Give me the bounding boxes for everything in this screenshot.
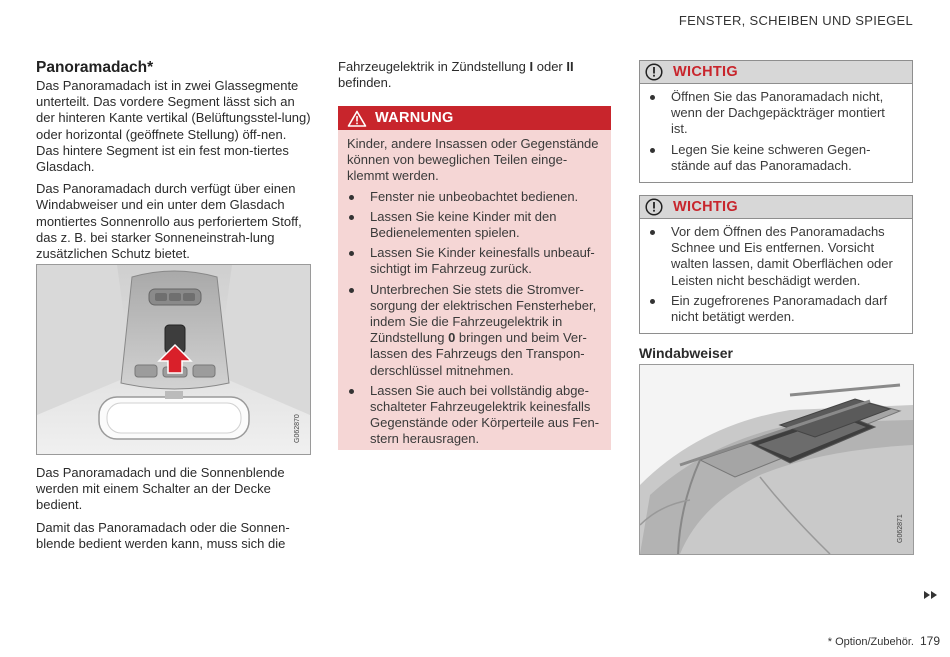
paragraph-ignition-continued	[338, 59, 611, 91]
car-roof-drawing	[640, 365, 913, 554]
footer-note: * Option/Zubehör.	[827, 636, 914, 648]
car-roof-illustration	[639, 364, 914, 555]
heading-windabweiser: Windabweiser	[639, 345, 734, 361]
warning-body	[338, 130, 611, 448]
important-item: Legen Sie keine schweren Gegen-stände auf das Panoramadach.	[648, 142, 902, 174]
continue-arrows	[923, 587, 939, 605]
ignition-text-c: oder	[533, 59, 567, 74]
ignition-text-e: befinden.	[338, 75, 392, 91]
column-2	[338, 59, 611, 91]
ignition-position-ii: II	[566, 59, 574, 74]
warning-header	[338, 106, 611, 130]
important-body-2	[640, 219, 912, 333]
page-number: 179	[919, 634, 940, 648]
warning-item: Lassen Sie Kinder keinesfalls unbeauf-sichtigt im Fahrzeug zurück.	[347, 245, 601, 277]
ignition-text-a: Fahrzeugelektrik in Zündstellung	[338, 59, 530, 74]
heading-panoramadach: Panoramadach*	[36, 59, 154, 76]
warning-title: WARNUNG	[375, 110, 454, 126]
warning-item: Fenster nie unbeobachtet bedienen.	[347, 189, 601, 205]
important-list-2	[648, 224, 902, 325]
image-code: G062871	[897, 514, 904, 543]
section-title: FENSTER, SCHEIBEN UND SPIEGEL	[678, 13, 913, 28]
column-1-bottom	[36, 465, 311, 552]
column-1	[36, 59, 311, 262]
ignition-position-i: I	[529, 59, 534, 74]
warning-box	[338, 106, 611, 450]
warning-item: Lassen Sie auch bei vollständig abge-schalteter Fahrzeugelektrik keinesfalls Gegenstände oder Körperteile aus Fen-stern herausragen.	[347, 383, 601, 448]
important-item: Vor dem Öffnen des Panoramadachs Schnee und Eis entfernen. Vorsicht walten lassen, damit Oberflächen oder Leisten nicht beschädigt werden.	[648, 224, 902, 289]
ceiling-switch-illustration	[36, 264, 311, 455]
footer	[828, 634, 940, 648]
important-title-2: WICHTIG	[673, 199, 738, 215]
important-item: Ein zugefrorenes Panoramadach darf nicht betätigt werden.	[648, 293, 902, 325]
ceiling-switch-drawing	[37, 265, 310, 454]
exclamation-circle-icon	[645, 198, 663, 216]
important-box-1	[639, 60, 913, 183]
warning-item: Lassen Sie keine Kinder mit den Bedienelementen spielen.	[347, 209, 601, 241]
important-body-1	[640, 84, 912, 182]
paragraph-switch: Das Panoramadach und die Sonnenblende werden mit einem Schalter an der Decke bedient.	[36, 465, 285, 513]
warning-item-text-c: bringen und beim Ver-lassen des Fahrzeugs den Transpon-derschlüssel mitnehmen.	[370, 330, 587, 378]
important-title-1: WICHTIG	[673, 64, 738, 80]
important-item: Öffnen Sie das Panoramadach nicht, wenn der Dachgepäckträger montiert ist.	[648, 89, 902, 138]
important-list-1	[648, 89, 902, 174]
paragraph-intro: Das Panoramadach ist in zwei Glassegmente unterteilt. Das vordere Segment lässt sich an der hinteren Kante vertikal (Belüftungsstel-lung) oder horizontal (geöffnete Stellung) öff-nen. Das hintere Segment ist ein fest mon-tiertes Glasdach.	[36, 78, 311, 175]
warning-item	[347, 282, 601, 379]
paragraph-ignition: Damit das Panoramadach oder die Sonnen-blende bedient werden kann, muss sich die	[36, 519, 290, 551]
exclamation-circle-icon	[645, 63, 663, 81]
warning-list	[347, 189, 601, 448]
ignition-position-0: 0	[448, 330, 456, 346]
warning-triangle-icon	[347, 110, 367, 127]
image-code: G062870	[294, 414, 301, 443]
warning-item-text-a: Unterbrechen Sie stets die Stromver-sorgung der elektrischen Fensterheber, indem Sie die Fahrzeugelektrik in Zündstellung	[370, 281, 597, 346]
double-arrow-right-icon	[923, 590, 939, 600]
warning-lead: Kinder, andere Insassen oder Gegenstände können von beweglichen Teilen einge-klemmt werden.	[347, 136, 599, 184]
important-box-2	[639, 195, 913, 334]
important-header-2	[640, 196, 912, 219]
paragraph-windabweiser-info: Das Panoramadach durch verfügt über einen Windabweiser und ein unter dem Glasdach montiertes Sonnenrollo aus perforiertem Stoff, das z. B. bei starker Sonneneinstrah-lung zusätzlichen Schutz bietet.	[36, 181, 302, 262]
important-header-1	[640, 61, 912, 84]
